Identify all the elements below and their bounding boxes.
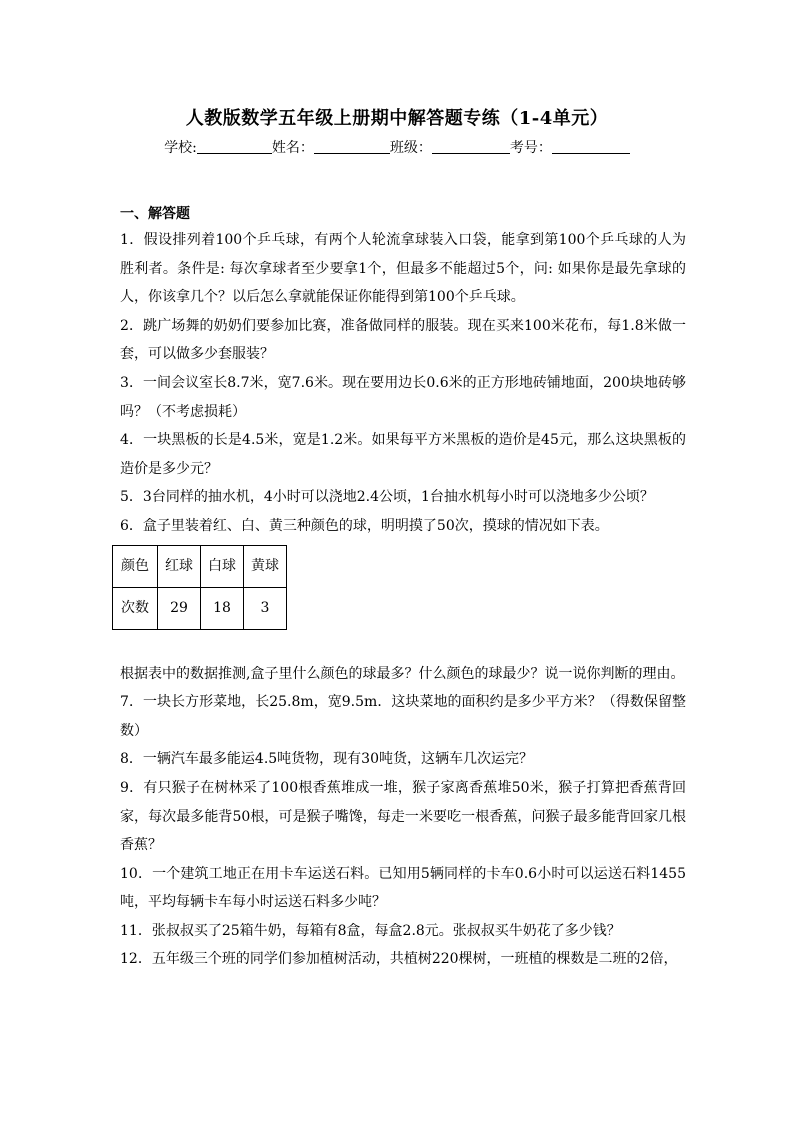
table-cell: 18: [201, 587, 244, 629]
question-list: [120, 226, 686, 974]
school-blank[interactable]: [197, 139, 272, 154]
school-label: 学校:: [164, 140, 197, 156]
question-9: 9．有只猴子在树林采了100根香蕉堆成一堆，猴子家离香蕉堆50米，猴子打算把香蕉背回家，每次最多能背50根，可是猴子嘴馋，每走一米要吃一根香蕉，问猴子最多能背回家几根香蕉？: [120, 779, 686, 854]
table-cell: 红球: [158, 545, 201, 587]
question-2: 2．跳广场舞的奶奶们要参加比赛，准备做同样的服装。现在买来100米花布，每1.8米做一套，可以做多少套服装？: [120, 317, 686, 363]
table-cell: 白球: [201, 545, 244, 587]
page-title: 人教版数学五年级上册期中解答题专练（1-4单元）: [185, 108, 609, 129]
student-info-line: [0, 137, 794, 157]
question-12: 12．五年级三个班的同学们参加植树活动，共植树220棵树，一班植的棵数是二班的2倍，: [120, 951, 678, 968]
ball-tally-table: [112, 545, 287, 630]
question-8: 8．一辆汽车最多能运4.5吨货物，现有30吨货，这辆车几次运完？: [120, 751, 533, 768]
class-label: 班级：: [389, 140, 432, 156]
table-row: [113, 545, 287, 587]
question-11: 11．张叔叔买了25箱牛奶，每箱有8盒，每盒2.8元。张叔叔买牛奶花了多少钱？: [120, 922, 621, 939]
class-blank[interactable]: [432, 139, 510, 154]
table-cell: 黄球: [244, 545, 287, 587]
exam-no-blank[interactable]: [552, 139, 630, 154]
question-7: 7．一块长方形菜地，长25.8m，宽9.5m．这块菜地的面积约是多少平方米？（得数保留整数）: [120, 694, 686, 739]
exam-no-label: 考号：: [509, 140, 552, 156]
question-10: 10．一个建筑工地正在用卡车运送石料。已知用5辆同样的卡车0.6小时可以运送石料1455吨，平均每辆卡车每小时运送石料多少吨？: [120, 865, 686, 911]
table-cell: 颜色: [113, 545, 158, 587]
table-cell: 3: [244, 587, 287, 629]
question-1: 1．假设排列着100个乒乓球，有两个人轮流拿球装入口袋，能拿到第100个乒乓球的人为胜利者。条件是: 每次拿球者至少要拿1个，但最多不能超过5个，问: 如果你是最先拿球的人，你该拿几个？以后怎么拿就能保证你能得到第100个乒乓球。: [120, 232, 686, 306]
question-5: 5．3台同样的抽水机，4小时可以浇地2.4公顷，1台抽水机每小时可以浇地多少公顷？: [120, 489, 654, 506]
section-heading: 一、解答题: [120, 206, 190, 222]
question-6: 6．盒子里装着红、白、黄三种颜色的球，明明摸了50次，摸球的情况如下表。: [120, 517, 609, 534]
name-label: 姓名：: [271, 140, 314, 156]
table-cell: 29: [158, 587, 201, 629]
question-3: 3．一间会议室长8.7米，宽7.6米。现在要用边长0.6米的正方形地砖铺地面，200块地砖够吗？（不考虑损耗）: [120, 374, 686, 420]
table-row: [113, 587, 287, 629]
name-blank[interactable]: [314, 139, 390, 154]
question-4: 4．一块黑板的长是4.5米，宽是1.2米。如果每平方米黑板的造价是45元，那么这块黑板的造价是多少元？: [120, 432, 686, 477]
table-cell: 次数: [113, 587, 158, 629]
question-6-followup: 根据表中的数据推测,盒子里什么颜色的球最多？什么颜色的球最少？说一说你判断的理由。: [120, 665, 685, 682]
